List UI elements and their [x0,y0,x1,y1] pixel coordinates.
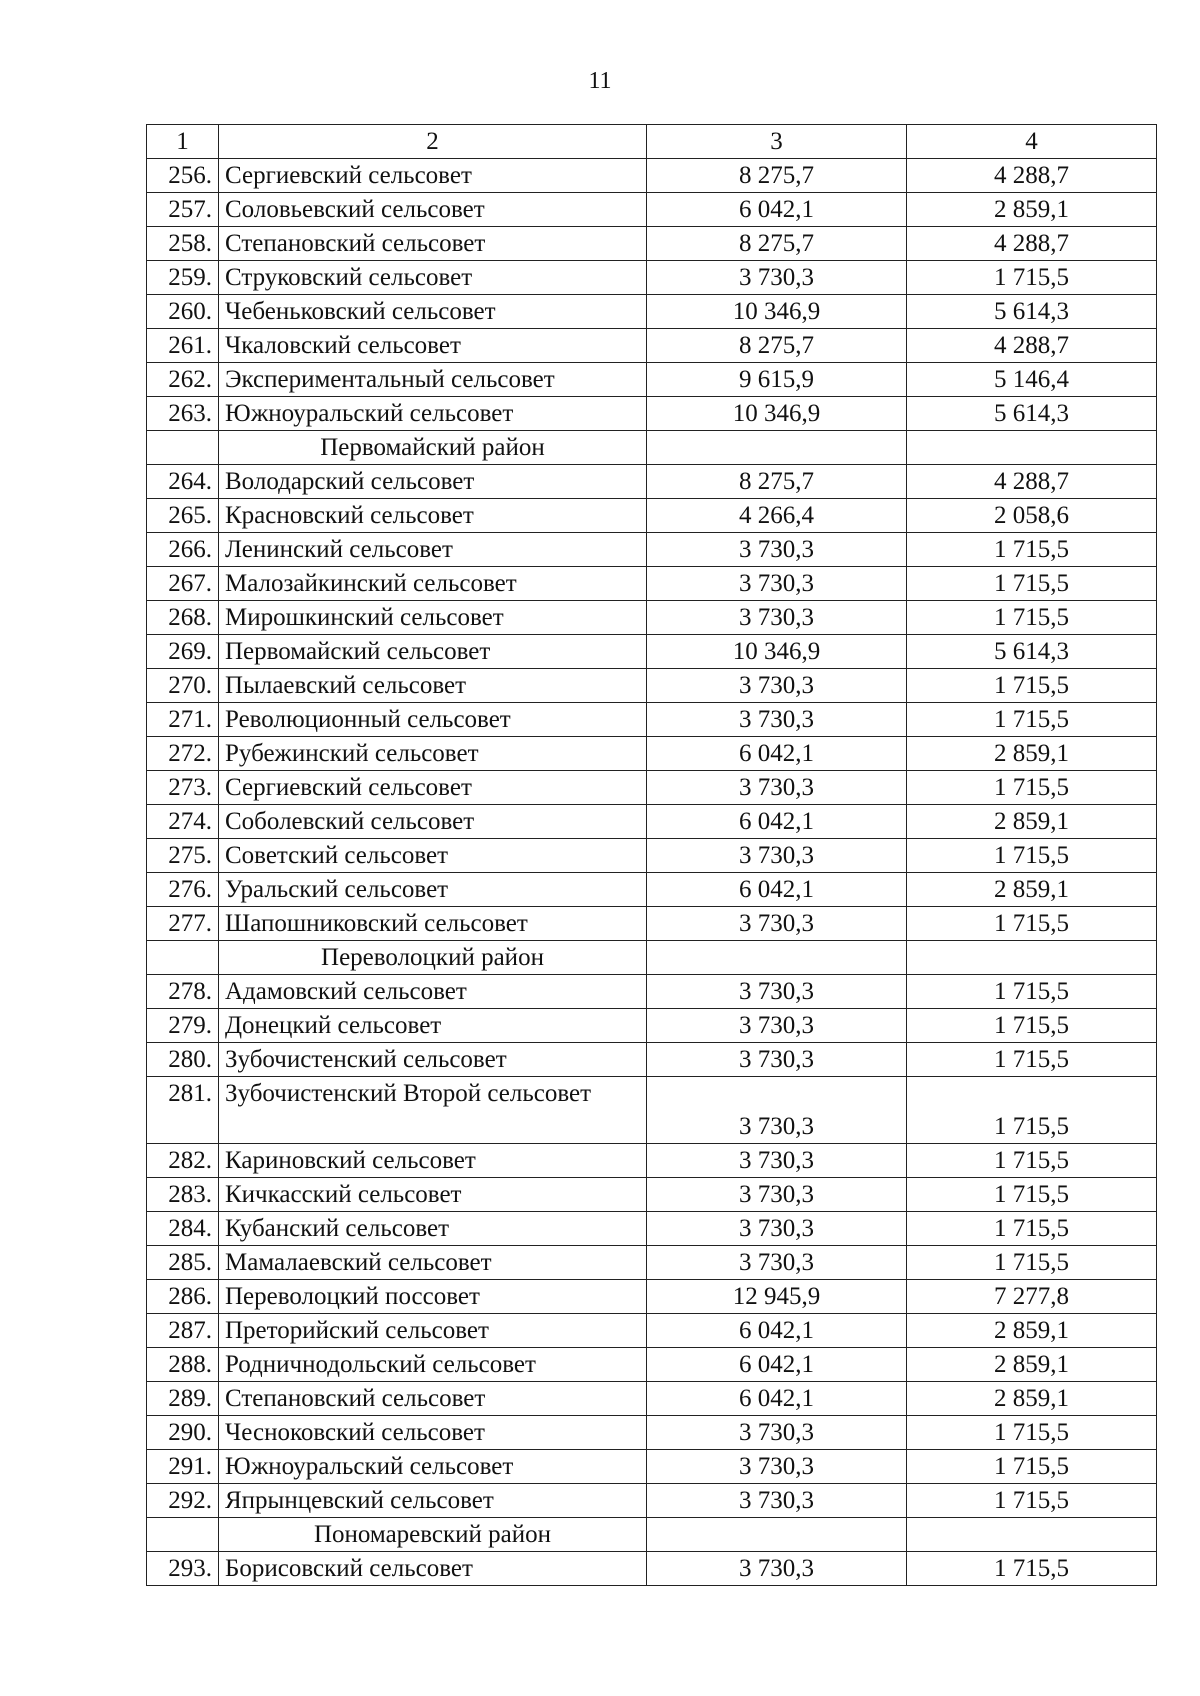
value-col-3: 12 945,9 [647,1280,907,1314]
row-number: 279. [147,1009,219,1043]
value-col-3: 3 730,3 [647,1077,907,1144]
value-col-4: 1 715,5 [907,1144,1157,1178]
value-col-4: 5 614,3 [907,635,1157,669]
value-col-3: 3 730,3 [647,567,907,601]
value-col-4: 1 715,5 [907,975,1157,1009]
table-row [147,737,1157,771]
settlement-name: Экспериментальный сельсовет [219,363,647,397]
value-col-3: 3 730,3 [647,601,907,635]
settlement-name: Малозайкинский сельсовет [219,567,647,601]
row-number: 262. [147,363,219,397]
table-row [147,907,1157,941]
row-number: 264. [147,465,219,499]
value-col-3: 3 730,3 [647,703,907,737]
table-row [147,1246,1157,1280]
value-col-3: 3 730,3 [647,1450,907,1484]
district-name: Переволоцкий район [219,941,647,975]
row-number: 280. [147,1043,219,1077]
row-number: 286. [147,1280,219,1314]
settlement-name: Степановский сельсовет [219,1382,647,1416]
settlement-name: Донецкий сельсовет [219,1009,647,1043]
value-col-4: 1 715,5 [907,1552,1157,1586]
row-number: 271. [147,703,219,737]
value-col-3: 3 730,3 [647,1416,907,1450]
value-col-3: 3 730,3 [647,1144,907,1178]
settlement-name: Шапошниковский сельсовет [219,907,647,941]
row-number: 256. [147,159,219,193]
settlement-name: Южноуральский сельсовет [219,397,647,431]
value-col-3: 3 730,3 [647,1484,907,1518]
table-row [147,533,1157,567]
row-number: 272. [147,737,219,771]
table-row [147,465,1157,499]
value-col-3: 3 730,3 [647,261,907,295]
value-col-4: 2 058,6 [907,499,1157,533]
row-number: 268. [147,601,219,635]
value-col-3: 3 730,3 [647,1246,907,1280]
value-col-3: 8 275,7 [647,329,907,363]
settlement-name: Япрынцевский сельсовет [219,1484,647,1518]
value-col-3: 6 042,1 [647,1382,907,1416]
settlement-name: Кичкасский сельсовет [219,1178,647,1212]
settlement-name: Южноуральский сельсовет [219,1450,647,1484]
row-number: 281. [147,1077,219,1144]
row-number: 277. [147,907,219,941]
value-col-4: 5 146,4 [907,363,1157,397]
row-number: 261. [147,329,219,363]
row-number: 278. [147,975,219,1009]
value-col-3: 3 730,3 [647,533,907,567]
table-body [147,159,1157,1586]
value-col-4: 4 288,7 [907,159,1157,193]
table-row [147,295,1157,329]
value-col-4: 2 859,1 [907,1348,1157,1382]
settlement-name: Кубанский сельсовет [219,1212,647,1246]
value-col-4: 4 288,7 [907,227,1157,261]
value-col-3: 6 042,1 [647,193,907,227]
table-row [147,193,1157,227]
value-col-4: 2 859,1 [907,193,1157,227]
table-row [147,635,1157,669]
value-col-3: 3 730,3 [647,975,907,1009]
settlement-name: Чебеньковский сельсовет [219,295,647,329]
settlement-name: Соболевский сельсовет [219,805,647,839]
value-col-4: 1 715,5 [907,703,1157,737]
value-col-3: 10 346,9 [647,397,907,431]
settlement-name: Борисовский сельсовет [219,1552,647,1586]
table-row [147,1484,1157,1518]
value-col-3: 3 730,3 [647,1552,907,1586]
row-number: 265. [147,499,219,533]
value-col-4: 4 288,7 [907,465,1157,499]
row-number: 288. [147,1348,219,1382]
value-col-4: 1 715,5 [907,1450,1157,1484]
header-row [147,125,1157,159]
settlement-name: Родничнодольский сельсовет [219,1348,647,1382]
empty-cell [647,941,907,975]
value-col-4: 2 859,1 [907,737,1157,771]
row-number: 284. [147,1212,219,1246]
row-number: 274. [147,805,219,839]
empty-cell [147,431,219,465]
table-row [147,975,1157,1009]
empty-cell [147,1518,219,1552]
settlement-name: Степановский сельсовет [219,227,647,261]
row-number: 289. [147,1382,219,1416]
settlement-name: Преторийский сельсовет [219,1314,647,1348]
header-col-3: 3 [647,125,907,159]
row-number: 273. [147,771,219,805]
table-row [147,227,1157,261]
value-col-3: 3 730,3 [647,1212,907,1246]
value-col-4: 1 715,5 [907,669,1157,703]
settlement-name: Ленинский сельсовет [219,533,647,567]
row-number: 269. [147,635,219,669]
row-number: 293. [147,1552,219,1586]
row-number: 259. [147,261,219,295]
table-row [147,1178,1157,1212]
empty-cell [907,1518,1157,1552]
row-number: 283. [147,1178,219,1212]
row-number: 260. [147,295,219,329]
row-number: 276. [147,873,219,907]
header-col-2: 2 [219,125,647,159]
row-number: 282. [147,1144,219,1178]
value-col-3: 6 042,1 [647,873,907,907]
header-col-1: 1 [147,125,219,159]
table-row [147,805,1157,839]
table-row [147,1212,1157,1246]
district-header-row [147,1518,1157,1552]
table-row [147,159,1157,193]
value-col-3: 3 730,3 [647,907,907,941]
value-col-3: 6 042,1 [647,1314,907,1348]
table-row [147,873,1157,907]
row-number: 266. [147,533,219,567]
table-row [147,499,1157,533]
value-col-3: 3 730,3 [647,771,907,805]
table-row [147,1552,1157,1586]
settlement-name: Чесноковский сельсовет [219,1416,647,1450]
empty-cell [147,941,219,975]
settlement-name: Зубочистенский сельсовет [219,1043,647,1077]
table-row [147,771,1157,805]
district-name: Пономаревский район [219,1518,647,1552]
table-row [147,601,1157,635]
value-col-3: 3 730,3 [647,1178,907,1212]
settlement-name: Пылаевский сельсовет [219,669,647,703]
settlement-name: Советский сельсовет [219,839,647,873]
value-col-4: 1 715,5 [907,1178,1157,1212]
table-row [147,329,1157,363]
value-col-4: 1 715,5 [907,1009,1157,1043]
table-row [147,363,1157,397]
value-col-4: 7 277,8 [907,1280,1157,1314]
value-col-4: 4 288,7 [907,329,1157,363]
table-row [147,669,1157,703]
value-col-4: 2 859,1 [907,1314,1157,1348]
page-number: 11 [588,68,612,94]
table-row [147,1348,1157,1382]
settlement-name: Струковский сельсовет [219,261,647,295]
settlement-name: Зубочистенский Второй сельсовет [219,1077,647,1144]
header-col-4: 4 [907,125,1157,159]
value-col-4: 5 614,3 [907,397,1157,431]
value-col-3: 3 730,3 [647,1043,907,1077]
row-number: 258. [147,227,219,261]
table-row [147,1009,1157,1043]
table-row [147,567,1157,601]
settlement-name: Соловьевский сельсовет [219,193,647,227]
settlement-name: Мирошкинский сельсовет [219,601,647,635]
value-col-3: 4 266,4 [647,499,907,533]
empty-cell [647,1518,907,1552]
row-number: 263. [147,397,219,431]
value-col-4: 1 715,5 [907,839,1157,873]
settlement-name: Адамовский сельсовет [219,975,647,1009]
table-row [147,397,1157,431]
table-row [147,1077,1157,1144]
value-col-4: 1 715,5 [907,1043,1157,1077]
row-number: 270. [147,669,219,703]
settlement-name: Красновский сельсовет [219,499,647,533]
settlement-name: Володарский сельсовет [219,465,647,499]
table-row [147,1144,1157,1178]
value-col-3: 8 275,7 [647,465,907,499]
value-col-3: 10 346,9 [647,635,907,669]
settlement-name: Первомайский сельсовет [219,635,647,669]
allocation-table [146,124,1157,1586]
value-col-3: 3 730,3 [647,669,907,703]
value-col-3: 8 275,7 [647,227,907,261]
table-row [147,703,1157,737]
value-col-3: 6 042,1 [647,737,907,771]
settlement-name: Уральский сельсовет [219,873,647,907]
value-col-3: 6 042,1 [647,805,907,839]
value-col-4: 1 715,5 [907,601,1157,635]
value-col-4: 1 715,5 [907,1212,1157,1246]
settlement-name: Переволоцкий поссовет [219,1280,647,1314]
settlement-name: Революционный сельсовет [219,703,647,737]
row-number: 290. [147,1416,219,1450]
table-row [147,839,1157,873]
value-col-4: 2 859,1 [907,805,1157,839]
row-number: 287. [147,1314,219,1348]
value-col-3: 3 730,3 [647,839,907,873]
value-col-3: 8 275,7 [647,159,907,193]
district-name: Первомайский район [219,431,647,465]
table-row [147,1450,1157,1484]
value-col-4: 5 614,3 [907,295,1157,329]
row-number: 275. [147,839,219,873]
value-col-4: 1 715,5 [907,1246,1157,1280]
value-col-3: 6 042,1 [647,1348,907,1382]
value-col-4: 1 715,5 [907,1484,1157,1518]
row-number: 291. [147,1450,219,1484]
empty-cell [907,431,1157,465]
value-col-4: 1 715,5 [907,567,1157,601]
row-number: 292. [147,1484,219,1518]
settlement-name: Сергиевский сельсовет [219,159,647,193]
empty-cell [907,941,1157,975]
value-col-4: 1 715,5 [907,771,1157,805]
value-col-4: 1 715,5 [907,1077,1157,1144]
settlement-name: Чкаловский сельсовет [219,329,647,363]
settlement-name: Мамалаевский сельсовет [219,1246,647,1280]
table-row [147,1416,1157,1450]
value-col-4: 1 715,5 [907,533,1157,567]
table-row [147,261,1157,295]
table-row [147,1314,1157,1348]
value-col-3: 10 346,9 [647,295,907,329]
row-number: 267. [147,567,219,601]
value-col-4: 1 715,5 [907,1416,1157,1450]
district-header-row [147,941,1157,975]
value-col-3: 9 615,9 [647,363,907,397]
table-row [147,1280,1157,1314]
table-row [147,1382,1157,1416]
empty-cell [647,431,907,465]
value-col-4: 1 715,5 [907,261,1157,295]
row-number: 257. [147,193,219,227]
value-col-4: 1 715,5 [907,907,1157,941]
value-col-4: 2 859,1 [907,873,1157,907]
value-col-3: 3 730,3 [647,1009,907,1043]
table-row [147,1043,1157,1077]
settlement-name: Рубежинский сельсовет [219,737,647,771]
row-number: 285. [147,1246,219,1280]
settlement-name: Кариновский сельсовет [219,1144,647,1178]
settlement-name: Сергиевский сельсовет [219,771,647,805]
district-header-row [147,431,1157,465]
value-col-4: 2 859,1 [907,1382,1157,1416]
